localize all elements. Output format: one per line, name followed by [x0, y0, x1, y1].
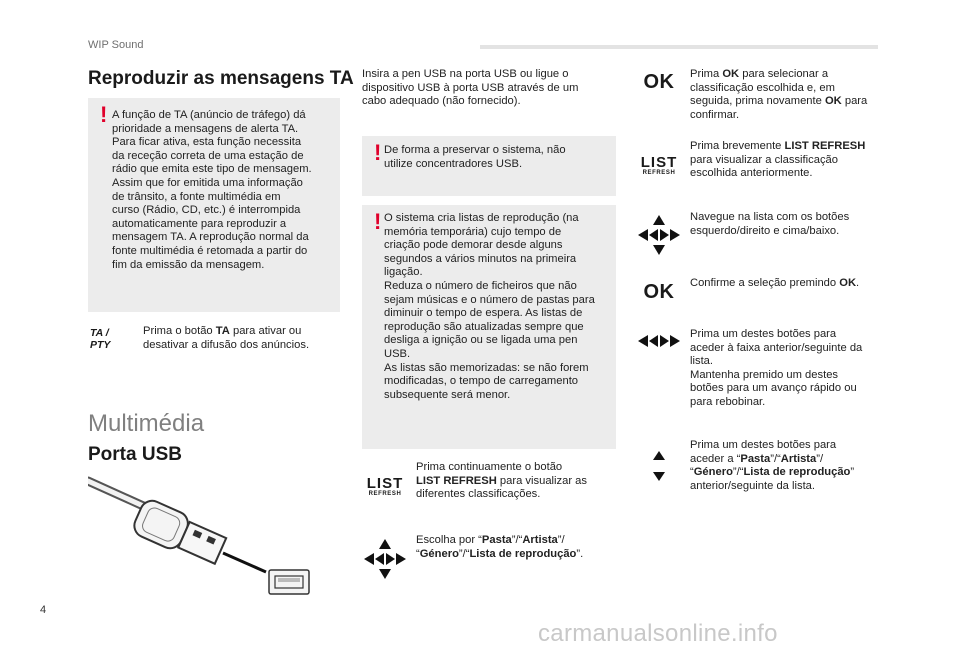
note-ta [88, 98, 340, 312]
watermark: carmanualsonline.info [538, 620, 778, 647]
warning-icon: ! [374, 209, 382, 234]
section-title-ta: Reproduzir as mensagens TA [88, 68, 354, 89]
note-playlists [362, 205, 616, 449]
note-usb-hubs [362, 136, 616, 196]
running-header: WIP Sound [88, 39, 144, 51]
warning-icon: ! [100, 102, 108, 127]
section-title-multimedia: Multimédia [88, 410, 205, 437]
warning-icon: ! [374, 140, 382, 165]
prev-next-track-instruction: Prima um destes botões para aceder à faixa anterior/seguinte da lista. Mantenha premido um destes botões para um avanço rápido ou para rebobinar. [690, 328, 863, 408]
browse-by-instruction: Escolha por “Pasta”/“Artista”/ “Género”/“Lista de reprodução”. [416, 534, 584, 560]
ok-confirm-instruction: Confirme a seleção premindo OK. [690, 277, 860, 289]
list-refresh-icon: LIST REFRESH [366, 474, 404, 497]
ok-button-icon: OK [643, 280, 675, 303]
list-refresh-brief-instruction: Prima brevemente LIST REFRESH para visualizar a classificação escolhida anteriormente. [690, 140, 866, 180]
usb-port-icon [269, 570, 309, 594]
header-bar [480, 45, 878, 49]
four-arrow-icon [362, 537, 408, 581]
ta-pty-button-icon: TA / PTY [90, 327, 111, 351]
pointer-line [223, 553, 266, 572]
subsection-title-usb: Porta USB [88, 444, 182, 465]
four-arrow-icon [636, 213, 682, 257]
navigate-instruction: Navegue na lista com os botões esquerdo/direito e cima/baixo. [690, 211, 850, 237]
usb-plug [131, 497, 229, 568]
prev-next-category-instruction: Prima um destes botões para aceder a “Pasta”/“Artista”/ “Género”/“Lista de reprodução” anterior/seguinte da lista. [690, 439, 855, 492]
ta-instruction: Prima o botão TA para ativar ou desativar a difusão dos anúncios. [143, 325, 310, 351]
usb-cable [88, 481, 150, 509]
ok-button-icon: OK [643, 70, 675, 93]
note-usb-hubs-text: De forma a preservar o sistema, não utilize concentradores USB. [384, 144, 566, 170]
list-refresh-icon: LIST REFRESH [640, 153, 678, 176]
usb-cable-illustration [88, 475, 318, 605]
list-refresh-instruction: Prima continuamente o botão LIST REFRESH para visualizar as diferentes classificações. [416, 461, 587, 501]
page-number: 4 [40, 604, 47, 616]
ok-select-instruction: Prima OK para selecionar a classificação escolhida e, em seguida, prima novamente OK para confirmar. [690, 68, 868, 121]
note-ta-text: A função de TA (anúncio de tráfego) dá prioridade a mensagens de alerta TA. Para ficar ativa, esta função necessita da receção correta de uma estação de rádio que emita este tipo de mensagem. Assim que for emitida uma informação de trânsito, a fonte multimédia em curso (Rádio, CD, etc.) é interrompida automaticamente para reproduzir a mensagem TA. A reprodução normal da fonte multimédia é retomada a partir do fim da emissão da mensagem. [112, 109, 312, 271]
left-right-arrows-icon [636, 333, 682, 349]
usb-intro: Insira a pen USB na porta USB ou ligue o dispositivo USB à porta USB através de um cabo adequado (não fornecido). [362, 68, 579, 108]
note-playlists-text: O sistema cria listas de reprodução (na memória temporária) cujo tempo de criação pode demorar desde alguns segundos a vários minutos na primeira ligação. Reduza o número de ficheiros que não sejam músicas e o número de pastas para diminuir o tempo de espera. As listas de reprodução são atualizadas sempre que desliga a ignição ou se ligada uma pen USB. As listas são memorizadas: se não forem modificadas, o tempo de carregamento subsequente será menor. [384, 212, 595, 401]
up-down-arrows-icon [650, 450, 668, 482]
